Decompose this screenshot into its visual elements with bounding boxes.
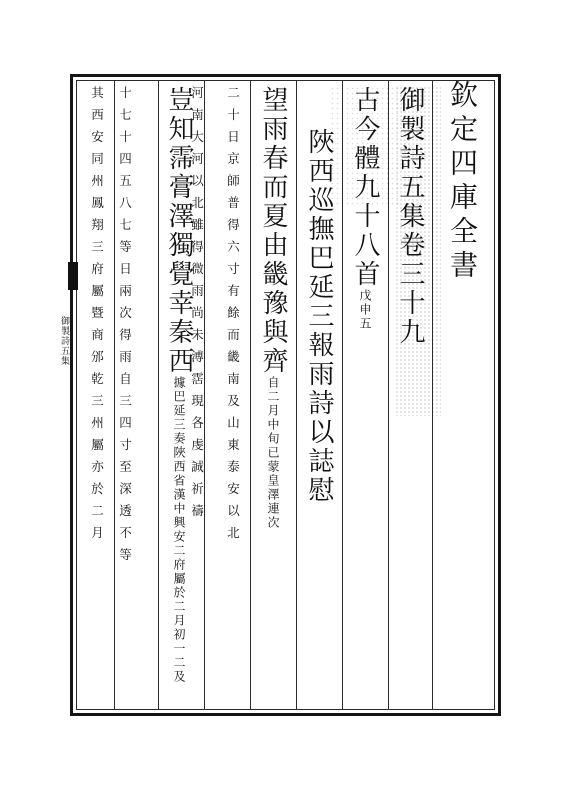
- inline-note: 據巴延三奏陜西省漢中興安二府屬於二月初一二及: [172, 376, 186, 684]
- column-rule: [388, 80, 389, 710]
- book-title: 欽定四庫全書: [446, 80, 479, 284]
- text-column-volume: [397, 86, 423, 347]
- text-column-annotation: [118, 86, 131, 570]
- text-column-verse: [260, 86, 286, 530]
- column-rule: [342, 80, 343, 710]
- column-rule: [432, 80, 433, 710]
- inline-note: 自二月中旬已蒙皇澤連次: [266, 376, 280, 530]
- column-text: 二十日京師普得六寸有餘而畿南及山東泰安以北: [225, 86, 241, 548]
- column-rule: [250, 80, 251, 710]
- column-text: 其西安同州鳳翔三府屬暨商邠乾三州屬亦於二月: [89, 86, 105, 548]
- text-column-poem-title: [306, 128, 332, 505]
- gutter-block-mark: [68, 262, 78, 290]
- column-rule: [158, 80, 159, 710]
- column-text: 御製詩五集卷三十九: [395, 86, 425, 347]
- column-text: 河南大河以北雖得微雨尚未溥霑現各虔誠祈禱: [189, 86, 205, 526]
- page-top-edge: [70, 48, 501, 74]
- column-text: 望雨春而夏由畿豫與齊: [258, 86, 288, 376]
- text-column-annotation: [226, 86, 239, 548]
- column-text: 豈知霈膏澤獨覺幸秦西: [164, 86, 194, 376]
- column-text: 十七十四五八七等日兩次得雨自三四寸至深透不等: [117, 86, 133, 570]
- text-column-annotation: [90, 86, 103, 548]
- text-column-verse: [166, 86, 192, 684]
- column-rule: [296, 80, 297, 710]
- inline-note: 戊申五: [358, 289, 372, 331]
- column-text: 古今體九十八首: [350, 86, 380, 289]
- column-text: 陜西巡撫巴延三報雨詩以誌慰: [304, 128, 334, 505]
- gutter: [68, 74, 84, 716]
- text-column-count: [352, 86, 378, 331]
- gutter-label: 御製詩五集: [59, 316, 69, 366]
- column-rule: [114, 80, 115, 710]
